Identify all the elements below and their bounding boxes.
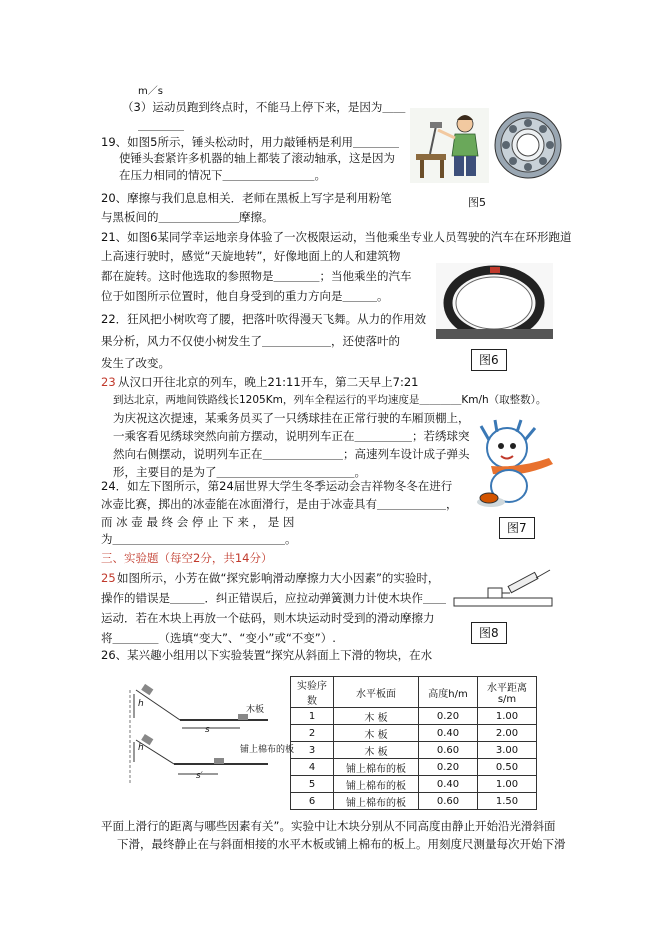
table-cell: 铺上棉布的板 xyxy=(334,776,419,793)
q22-text: 22．狂风把小树吹弯了腰，把落叶吹得漫天飞舞。从力的作用效 xyxy=(101,312,427,326)
q23-number: 23 xyxy=(101,375,116,389)
unit-text: m／s xyxy=(138,86,163,97)
table-row xyxy=(291,759,537,776)
table-cell: 1 xyxy=(291,708,334,725)
q19-text-3: 在压力相同的情况下＿＿＿＿＿＿＿＿。 xyxy=(119,168,326,182)
table-cell: 6 xyxy=(291,793,334,810)
table-cell: 1.50 xyxy=(478,793,537,810)
q24-text-3: 而 冰 壶 最 终 会 停 止 下 来 ， 是 因 xyxy=(101,515,295,529)
q25-number: 25 xyxy=(101,571,116,585)
q26-text-2: 平面上滑行的距离与哪些因素有关”。实验中让木块分别从不同高度由静止开始沿光滑斜面 xyxy=(101,819,556,833)
table-row xyxy=(291,793,537,810)
section-3-heading: 三、实验题（每空2分，共14分） xyxy=(101,551,273,565)
q23-text-5: 然向右侧摆动，说明列车正在＿＿＿＿＿＿＿；高速列车设计成子弹头 xyxy=(113,447,470,461)
table-cell: 4 xyxy=(291,759,334,776)
table-header-row xyxy=(291,677,537,708)
table-cell: 3.00 xyxy=(478,742,537,759)
table-cell: 0.60 xyxy=(419,742,478,759)
table-cell: 0.50 xyxy=(478,759,537,776)
table-header: 水平距离s/m xyxy=(478,677,537,708)
table-cell: 3 xyxy=(291,742,334,759)
table-cell: 0.60 xyxy=(419,793,478,810)
q21-text: 21、如图6某同学幸运地亲身体验了一次极限运动，当他乘坐专业人员驾驶的汽车在环形跑道 xyxy=(101,230,572,244)
table-row xyxy=(291,776,537,793)
diagram-board-label: 木板 xyxy=(246,705,265,715)
table-header: 实验序数 xyxy=(291,677,334,708)
table-cell: 5 xyxy=(291,776,334,793)
q24-text-4: 为＿＿＿＿＿＿＿＿＿＿＿＿＿＿＿。 xyxy=(101,532,297,546)
table-cell: 1.00 xyxy=(478,776,537,793)
q18-3-text: （3）运动员跑到终点时，不能马上停下来，是因为＿＿ xyxy=(122,100,406,114)
q20-text-2: 与黑板间的＿＿＿＿＿＿＿摩擦。 xyxy=(101,210,274,224)
table-cell: 铺上棉布的板 xyxy=(334,759,419,776)
table-header: 高度h/m xyxy=(419,677,478,708)
q23-text-3: 为庆祝这次提速，某乘务员买了一只绣球挂在正常行驶的车厢顶棚上， xyxy=(113,411,470,425)
table-cell: 2.00 xyxy=(478,725,537,742)
snowman-mascot-illustration xyxy=(471,418,566,510)
q24-text: 24．如左下图所示，第24届世界大学生冬季运动会吉祥物冬冬在进行 xyxy=(101,479,453,493)
q25-text-2: 操作的错误是＿＿＿．纠正错误后，应拉动弹簧测力计使木块作＿＿ xyxy=(101,591,446,605)
q23-text-2: 到达北京，两地间铁路线长1205Km，列车全程运行的平均速度是＿＿＿＿Km/h（取整数）。 xyxy=(113,394,547,406)
table-cell: 木 板 xyxy=(334,742,419,759)
loop-track-illustration xyxy=(436,263,553,339)
q26-text-3: 下滑，最终静止在与斜面相接的水平木板或铺上棉布的板上。用刻度尺测量每次开始下滑 xyxy=(117,837,566,851)
table-cell: 0.20 xyxy=(419,708,478,725)
diagram-s-label: s xyxy=(205,725,210,735)
q26-text: 26、某兴趣小组用以下实验装置“探究从斜面上下滑的物块，在水 xyxy=(101,648,433,662)
q21-text-2: 上高速行驶时，感觉“天旋地转”，好像地面上的人和建筑物 xyxy=(101,249,401,263)
q22-text-2: 果分析，风力不仅使小树发生了＿＿＿＿＿＿，还使落叶的 xyxy=(101,334,400,348)
figure-7-caption: 图7 xyxy=(499,517,535,539)
table-cell: 0.40 xyxy=(419,725,478,742)
table-cell: 1.00 xyxy=(478,708,537,725)
table-cell: 木 板 xyxy=(334,708,419,725)
table-header: 水平板面 xyxy=(334,677,419,708)
diagram-cloth-board-label: 铺上棉布的板 xyxy=(240,745,295,755)
friction-setup-illustration xyxy=(452,566,556,612)
ball-bearing-illustration xyxy=(494,110,563,180)
q22-text-3: 发生了改变。 xyxy=(101,356,170,370)
figure-8-caption: 图8 xyxy=(471,622,507,644)
q21-text-4: 位于如图所示位置时，他自身受到的重力方向是＿＿＿。 xyxy=(101,289,389,303)
q25-text-4: 将＿＿＿＿（选填“变大”、“变小”或“不变”）. xyxy=(101,631,336,645)
q24-text-2: 冰壶比赛，掷出的冰壶能在冰面滑行，是由于冰壶具有＿＿＿＿＿＿， xyxy=(101,497,458,511)
q20-text: 20、摩擦与我们息息相关．老师在黑板上写字是利用粉笔 xyxy=(101,191,392,205)
experiment-table xyxy=(290,676,537,810)
table-cell: 木 板 xyxy=(334,725,419,742)
q25-text: 如图所示，小芳在做“探究影响滑动摩擦力大小因素”的实验时， xyxy=(117,571,440,585)
q25-text-3: 运动．若在木块上再放一个砝码，则木块运动时受到的滑动摩擦力 xyxy=(101,611,435,625)
table-cell: 0.40 xyxy=(419,776,478,793)
table-cell: 0.20 xyxy=(419,759,478,776)
diagram-h-label-2: h xyxy=(138,743,144,753)
figure-5-caption: 图5 xyxy=(468,196,486,209)
incline-diagram xyxy=(122,680,284,790)
q23-text-6: 形，主要目的是为了＿＿＿＿＿＿＿＿＿＿＿＿。 xyxy=(113,465,366,479)
q19-text-2: 使锤头套紧许多机器的轴上都装了滚动轴承，这是因为 xyxy=(119,151,395,165)
q18-3-blank: ＿＿＿＿ xyxy=(138,118,184,132)
table-row xyxy=(291,725,537,742)
hammer-person-illustration xyxy=(410,108,489,183)
diagram-s-prime-label: s′ xyxy=(196,771,203,781)
q21-text-3: 都在旋转。这时他选取的参照物是＿＿＿＿；当他乘坐的汽车 xyxy=(101,269,412,283)
table-row xyxy=(291,708,537,725)
q23-text-4: 一乘客看见绣球突然向前方摆动，说明列车正在＿＿＿＿＿；若绣球突 xyxy=(113,429,470,443)
table-row xyxy=(291,742,537,759)
diagram-h-label: h xyxy=(138,699,144,709)
table-cell: 2 xyxy=(291,725,334,742)
figure-6-caption: 图6 xyxy=(471,349,507,371)
q19-text: 19、如图5所示，锤头松动时，用力敲锤柄是利用＿＿＿＿ xyxy=(101,135,399,149)
table-cell: 铺上棉布的板 xyxy=(334,793,419,810)
q23-text: 从汉口开往北京的列车，晚上21:11开车，第二天早上7:21 xyxy=(118,375,419,389)
